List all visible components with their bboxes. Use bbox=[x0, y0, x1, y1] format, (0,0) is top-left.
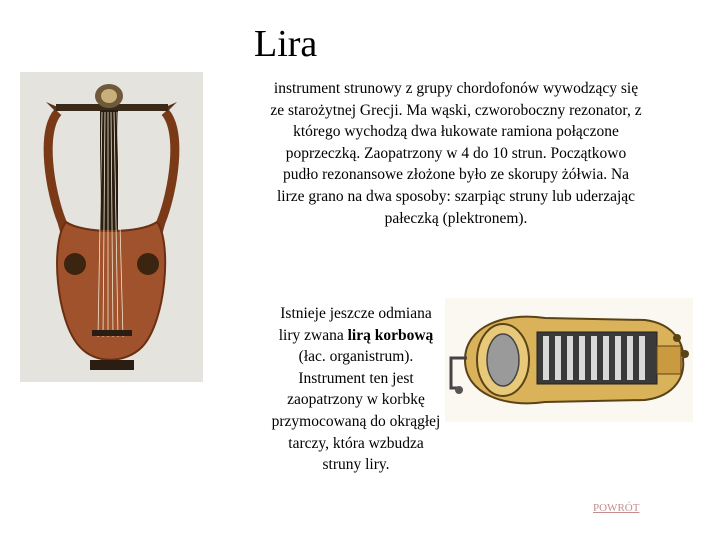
desc2-text: liry zwana bbox=[278, 326, 348, 344]
desc2-line bbox=[254, 325, 458, 347]
hurdy-gurdy-photo bbox=[445, 298, 693, 422]
slide-title: Lira bbox=[254, 23, 318, 65]
desc2-line: (łac. organistrum). bbox=[298, 348, 414, 366]
lira-korbowa-term: lirą korbową bbox=[347, 326, 434, 344]
desc2-line: struny liry. bbox=[322, 456, 390, 474]
back-link[interactable]: POWRÓT bbox=[593, 502, 640, 514]
desc2-line: Instrument ten jest bbox=[298, 369, 414, 387]
hurdy-gurdy-description bbox=[254, 303, 458, 476]
lyre-photo bbox=[20, 72, 203, 382]
desc2-line: przymocowaną do okrągłej bbox=[271, 412, 441, 430]
lyre-description: instrument strunowy z grupy chordofonów wywodzący się ze starożytnej Grecji. Ma wąski, czworoboczny rezonator, z którego wychodzą dwa łukowate ramiona połączone poprzeczką. Zaopatrzony w 4 do 10 strun. Początkowo pudło rezonansowe złożone było ze skorupy żółwia. Na lirze grano na dwa sposoby: szarpiąc struny lub uderzając pałeczką (plektronem). bbox=[270, 80, 642, 227]
desc2-line: tarczy, która wzbudza bbox=[288, 434, 424, 452]
desc2-line: Istnieje jeszcze odmiana bbox=[280, 305, 432, 322]
desc2-line: zaopatrzony w korbkę bbox=[287, 391, 425, 409]
